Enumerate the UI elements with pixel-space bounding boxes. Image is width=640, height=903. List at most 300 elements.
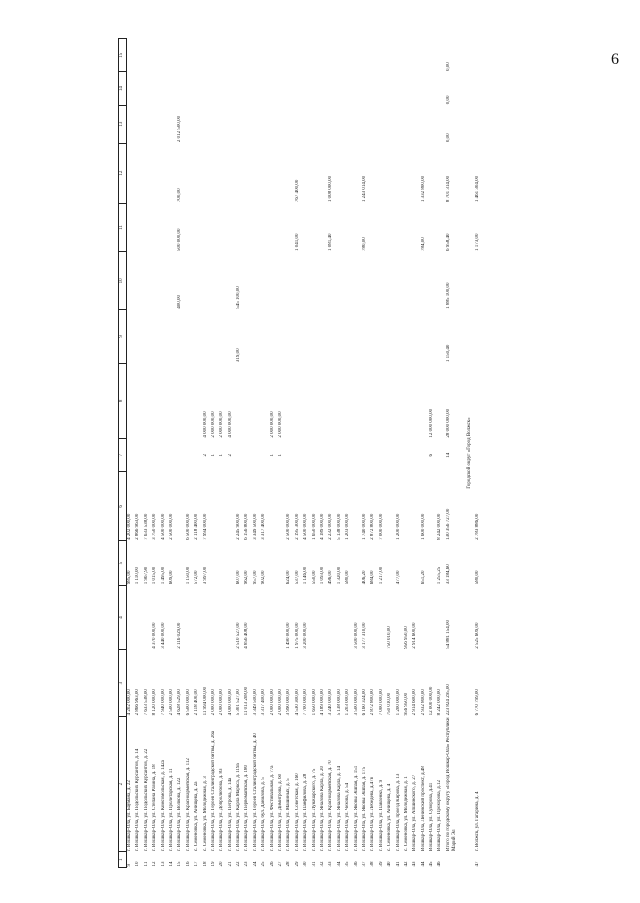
cell-col-2: г. Йошкар-Ола, ул. Красноармейская, д. 112: [185, 758, 191, 851]
cell-col-11: [379, 203, 387, 252]
cell-col-4: [219, 585, 227, 649]
cell-col-13: [186, 105, 194, 143]
cell-col-15: 0,00: [445, 62, 451, 71]
cell-col-1: 37: [361, 861, 367, 867]
cell-col-3: 2 932 800,00: [420, 689, 426, 716]
cell-col-14: [303, 72, 311, 105]
cell-col-9: [161, 310, 169, 363]
cell-col-4: 2 914 600,00: [412, 622, 418, 649]
cell-col-5: 496,00: [328, 570, 334, 585]
cell-col-10: [161, 252, 169, 310]
cell-col-9: [261, 310, 269, 363]
cell-col-10: [244, 252, 252, 310]
cell-col-6: 4 189 000,00: [319, 513, 325, 540]
cell-col-4: [328, 585, 336, 649]
cell-col-4: [203, 585, 211, 649]
cell-col-3: 4 628 529,00: [177, 689, 183, 716]
cell-col-9: [387, 310, 395, 363]
cell-col-11: [169, 203, 177, 252]
cell-col-9: [177, 310, 185, 363]
cell-col-6: 7 000 000,00: [378, 513, 384, 540]
cell-col-15: [303, 39, 311, 72]
cell-col-7: [286, 439, 294, 472]
cell-col-9: [312, 310, 320, 363]
cell-col-4: [345, 585, 353, 649]
cell-col-11: [135, 203, 143, 252]
cell-col-12: [236, 143, 244, 203]
cell-col-3: 2 866 963,00: [135, 689, 141, 716]
table-row: [161, 39, 169, 868]
table-row: [404, 39, 412, 868]
cell-col-4: [253, 585, 261, 649]
cell-col-8: [144, 363, 152, 439]
cell-col-6: 2 500 000,00: [168, 513, 174, 540]
cell-col-7: [186, 439, 194, 472]
cell-col-5: 902,00: [261, 570, 267, 585]
table-row: [194, 39, 202, 868]
cell-col-5: 1 110,00: [135, 566, 141, 585]
cell-col-14: [396, 72, 404, 105]
cell-col-4: 4 370 000,00: [152, 622, 158, 649]
cell-col-8: [194, 363, 202, 439]
cell-col-1: 33: [328, 861, 334, 867]
cell-col-1: 34: [336, 861, 342, 867]
cell-col-11: [337, 203, 345, 252]
cell-col-15: [236, 39, 244, 72]
cell-col-5: [228, 541, 236, 585]
cell-col-15: [370, 39, 378, 72]
cell-col-13: [127, 105, 136, 143]
cell-col-2: г. Йошкар-Ola, ул. Яковы Эшпая, д. 175: [361, 766, 367, 851]
cell-col-13: [303, 105, 311, 143]
cell-col-1: 9: [127, 864, 132, 867]
table-row: [270, 39, 278, 868]
cell-col-15: [152, 39, 160, 72]
cell-col-10: [152, 252, 160, 310]
cell-col-7: [370, 439, 378, 472]
cell-col-9: [362, 310, 370, 363]
cell-col-7: [312, 439, 320, 472]
table-body: [127, 39, 484, 868]
cell-col-13: [295, 105, 303, 143]
cell-col-12: [228, 143, 236, 203]
cell-col-10: [475, 252, 483, 310]
cell-col-11: [261, 203, 269, 252]
cell-col-6: [211, 472, 219, 541]
cell-col-12: [303, 143, 311, 203]
cell-col-13: [278, 105, 286, 143]
table-row: [169, 39, 177, 868]
cell-col-7: [328, 439, 336, 472]
cell-col-8: [328, 363, 336, 439]
cell-col-5: 985,00: [127, 570, 132, 585]
cell-col-2: г. Йошкар-Ола, ул. Фестивальная, д. 77а: [269, 765, 275, 851]
cell-col-5: 406,20: [361, 570, 367, 585]
cell-col-3: 4 000 000,00: [227, 689, 233, 716]
table-row: [295, 39, 303, 868]
cell-col-15: [203, 39, 211, 72]
cell-col-4: [379, 585, 387, 649]
cell-col-7: [387, 439, 395, 472]
cell-col-3: 6 160 324,00: [361, 689, 367, 716]
cell-col-1: 17: [194, 861, 200, 867]
cell-col-6: 7 994 000,00: [202, 513, 208, 540]
cell-col-2: г. Волжск, ул. Гагарина, д. 4: [474, 791, 480, 851]
table-row: [286, 39, 294, 868]
cell-col-7: [345, 439, 353, 472]
cell-col-10: [211, 252, 219, 310]
cell-col-11: [236, 203, 244, 252]
table-row: [152, 39, 160, 868]
cell-col-15: [228, 39, 236, 72]
cell-col-12: 8 701 314,00: [445, 175, 451, 203]
cell-col-15: [328, 39, 336, 72]
cell-col-7: [362, 439, 370, 472]
rotated-table-container: [118, 28, 638, 868]
cell-col-1: 39: [378, 861, 384, 867]
cell-col-3: 11 013 208,00: [244, 686, 250, 716]
cell-col-15: [362, 39, 370, 72]
cell-col-9: [421, 310, 429, 363]
cell-col-1: 18: [202, 861, 208, 867]
cell-col-12: [278, 143, 286, 203]
section-row: [466, 39, 474, 868]
cell-col-4: 2 510 527,00: [236, 622, 242, 649]
cell-col-5: 624,00: [286, 570, 292, 585]
cell-col-2: г. Йошкар-Ола, ул. Героев Сталинградской битвы, д. 40: [252, 733, 258, 851]
cell-col-11: [211, 203, 219, 252]
column-number-4: 4: [119, 585, 127, 649]
cell-col-4: 54 881 154,00: [445, 619, 451, 649]
cell-col-8: [177, 363, 185, 439]
spacer-row: [458, 39, 466, 868]
cell-col-7: 6: [429, 454, 435, 457]
cell-col-6: 2 118 400,00: [194, 513, 200, 540]
table-row: [236, 39, 244, 868]
cell-col-13: [412, 105, 420, 143]
cell-col-1: 22: [236, 861, 242, 867]
cell-col-11: [429, 203, 437, 252]
cell-col-11: [203, 203, 211, 252]
cell-col-3: 6 500 000,00: [185, 689, 191, 716]
cell-col-11: [437, 203, 445, 252]
cell-col-9: [203, 310, 211, 363]
cell-col-6: 6 156 800,00: [244, 513, 250, 540]
cell-col-12: 767 400,00: [294, 179, 300, 203]
cell-col-1: 16: [185, 861, 191, 867]
cell-col-12: [286, 143, 294, 203]
cell-col-12: 1 008 000,00: [328, 175, 334, 203]
cell-col-3: 7 940 000,00: [160, 689, 166, 716]
cell-col-8: [320, 363, 328, 439]
cell-col-2: г. Йошкар-Ола, ул. Советская, д. 160: [294, 773, 300, 851]
register-table: [118, 38, 483, 868]
cell-col-5: 477,00: [395, 570, 401, 585]
cell-col-12: [161, 143, 169, 203]
cell-col-14: [312, 72, 320, 105]
cell-col-11: 6 958,40: [445, 233, 451, 251]
cell-col-9: [270, 310, 278, 363]
cell-col-8: [135, 363, 143, 439]
cell-col-7: [152, 439, 160, 472]
cell-col-4: [370, 585, 378, 649]
cell-col-14: [429, 72, 437, 105]
cell-col-2: г. Йошкар-Ола, ул. Лебедева, д.47в: [370, 777, 376, 851]
cell-col-13: [253, 105, 261, 143]
cell-col-3: 2 000 000,00: [210, 689, 216, 716]
cell-col-14: [404, 72, 412, 105]
cell-col-14: [236, 72, 244, 105]
cell-col-3: 3 500 000,00: [353, 689, 359, 716]
cell-col-2: Йошкар-Ола, ул. Апшинского, д. 27: [412, 774, 418, 851]
table-row: [127, 39, 136, 868]
cell-col-14: [286, 72, 294, 105]
cell-col-9: [475, 310, 483, 363]
cell-col-15: [253, 39, 261, 72]
cell-col-5: 1 150,00: [185, 566, 191, 585]
cell-col-4: [278, 585, 286, 649]
cell-col-13: [228, 105, 236, 143]
cell-col-2: с. Семеновка, ул. Анищева, д. 4: [387, 783, 393, 851]
cell-col-14: [211, 72, 219, 105]
cell-col-15: [270, 39, 278, 72]
cell-col-10: [278, 252, 286, 310]
cell-col-7: [169, 439, 177, 472]
cell-col-5: [177, 541, 185, 585]
cell-col-4: [169, 585, 177, 649]
cell-col-8: [345, 363, 353, 439]
cell-col-10: 545 100,00: [236, 286, 242, 309]
cell-col-3: 2 000 000,00: [278, 689, 284, 716]
cell-col-11: [270, 203, 278, 252]
cell-col-6: [177, 472, 185, 541]
table-row: [261, 39, 269, 868]
cell-col-14: [135, 72, 143, 105]
cell-col-4: 1 490 000,00: [286, 622, 292, 649]
cell-col-9: [244, 310, 252, 363]
cell-col-12: [404, 143, 412, 203]
cell-col-13: [286, 105, 294, 143]
cell-col-9: [219, 310, 227, 363]
cell-col-1: 21: [227, 861, 233, 867]
cell-col-9: [144, 310, 152, 363]
cell-col-8: [244, 363, 252, 439]
cell-col-9: [152, 310, 160, 363]
cell-col-1: 19: [210, 861, 216, 867]
cell-col-14: [244, 72, 252, 105]
cell-col-2: г. Йошкар-Ола, ул. Красноармейская, д. 70: [328, 760, 334, 851]
cell-col-3: 7 700 000,00: [303, 689, 309, 716]
cell-col-5: 684,00: [370, 570, 376, 585]
cell-col-13: [219, 105, 227, 143]
cell-col-13: [152, 105, 160, 143]
cell-col-10: [370, 252, 378, 310]
cell-col-10: 400,00: [177, 294, 183, 309]
cell-col-6: 2 245 900,00: [236, 513, 242, 540]
cell-col-10: [362, 252, 370, 310]
cell-col-9: [186, 310, 194, 363]
table-row: [354, 39, 362, 868]
cell-col-11: 1 041,00: [294, 233, 300, 251]
cell-col-13: [169, 105, 177, 143]
table-row: [228, 39, 236, 868]
cell-col-15: [144, 39, 152, 72]
column-number-header: [119, 39, 127, 868]
column-number-6: 6: [119, 472, 127, 541]
total-row: [446, 39, 458, 868]
cell-col-1: 45: [429, 861, 435, 867]
cell-col-4: [421, 585, 429, 649]
cell-col-6: [429, 472, 437, 541]
cell-col-12: [203, 143, 211, 203]
cell-col-12: [270, 143, 278, 203]
cell-col-10: [203, 252, 211, 310]
cell-col-7: [379, 439, 387, 472]
cell-col-5: [211, 541, 219, 585]
cell-col-7: [161, 439, 169, 472]
cell-col-7: [303, 439, 311, 472]
cell-col-13: [161, 105, 169, 143]
cell-col-10: [253, 252, 261, 310]
cell-col-8: [152, 363, 160, 439]
cell-col-6: 2 783 886,00: [474, 513, 480, 540]
cell-col-3: 6 770 799,00: [474, 689, 480, 716]
cell-col-10: [320, 252, 328, 310]
cell-col-12: [370, 143, 378, 203]
cell-col-3: 4 202 000,00: [127, 689, 132, 716]
cell-col-11: [354, 203, 362, 252]
cell-col-1: 11: [143, 861, 149, 867]
cell-col-6: 1 650 000,00: [311, 513, 317, 540]
cell-col-11: [144, 203, 152, 252]
cell-col-2: г. Йошкар-Ола, ул. Панфилова, д. 28: [303, 773, 309, 851]
cell-col-5: 580,00: [474, 570, 480, 585]
cell-col-15: [244, 39, 252, 72]
cell-col-1: 29: [294, 861, 300, 867]
cell-col-2: Йошкар-Ола, Ленинский проспект, д.48: [420, 766, 426, 851]
cell-col-13: [404, 105, 412, 143]
table-row: [328, 39, 336, 868]
cell-col-1: 15: [177, 861, 183, 867]
cell-col-11: 780,00: [361, 237, 367, 251]
cell-col-5: [278, 541, 286, 585]
cell-col-14: [320, 72, 328, 105]
cell-col-2: г. Йошкар-Ола, ул. Подольских Курсантов, д. 22: [143, 748, 149, 851]
cell-col-2: г. Йошкар-Ола, ул. Комсомольская, д. 142а: [160, 760, 166, 851]
cell-col-8: 2 000 000,00: [278, 411, 284, 438]
table-row: [177, 39, 185, 868]
cell-col-5: [387, 541, 395, 585]
cell-col-9: [370, 310, 378, 363]
cell-col-13: [211, 105, 219, 143]
cell-col-11: [161, 203, 169, 252]
cell-col-13: [337, 105, 345, 143]
column-number-1: 1: [119, 852, 127, 868]
cell-col-7: [135, 439, 143, 472]
cell-col-4: 4 856 408,00: [244, 622, 250, 649]
cell-col-4: [135, 585, 143, 649]
cell-col-13: [135, 105, 143, 143]
cell-col-4: 956 950,00: [403, 626, 409, 649]
cell-col-15: [219, 39, 227, 72]
cell-col-1: 44: [420, 861, 426, 867]
cell-col-3: 956 950,00: [403, 692, 409, 716]
cell-col-12: [144, 143, 152, 203]
cell-col-1: 23: [244, 861, 250, 867]
cell-col-14: [270, 72, 278, 105]
cell-col-13: [312, 105, 320, 143]
cell-col-9: [253, 310, 261, 363]
cell-col-5: 572,00: [194, 570, 200, 585]
cell-col-10: [412, 252, 420, 310]
cell-col-8: [412, 363, 420, 439]
cell-col-7: 1: [278, 454, 284, 457]
cell-col-13: [270, 105, 278, 143]
cell-col-6: 1 200 000,00: [395, 513, 401, 540]
cell-col-7: [194, 439, 202, 472]
cell-col-10: [228, 252, 236, 310]
cell-col-13: [362, 105, 370, 143]
cell-col-8: 4 000 000,00: [202, 411, 208, 438]
cell-col-4: [194, 585, 202, 649]
cell-col-3: 750 010,00: [387, 692, 393, 716]
cell-col-10: [286, 252, 294, 310]
cell-col-14: [144, 72, 152, 105]
column-number-5: 5: [119, 541, 127, 585]
cell-col-1: 28: [286, 861, 292, 867]
cell-col-12: [194, 143, 202, 203]
cell-col-14: 0,00: [445, 95, 451, 105]
cell-col-11: [370, 203, 378, 252]
cell-col-3: 8 120 000,00: [152, 689, 158, 716]
cell-col-11: [194, 203, 202, 252]
table-row: [135, 39, 143, 868]
cell-col-15: [437, 39, 445, 72]
cell-col-11: [345, 203, 353, 252]
cell-col-15: [404, 39, 412, 72]
column-number-7: 7: [119, 439, 127, 472]
cell-col-6: 3 349 500,00: [252, 513, 258, 540]
cell-col-1: 10: [135, 861, 141, 867]
cell-col-14: [337, 72, 345, 105]
cell-col-12: 1 461 304,00: [474, 175, 480, 203]
cell-col-9: [295, 310, 303, 363]
cell-col-6: 7 633 538,00: [143, 513, 149, 540]
cell-col-12: [354, 143, 362, 203]
cell-col-12: [244, 143, 252, 203]
cell-col-2: Йошкар-Ола, ул. Суворова, д.41: [429, 782, 435, 851]
cell-col-5: 651,20: [420, 570, 426, 585]
table-row: [379, 39, 387, 868]
cell-col-5: [354, 541, 362, 585]
cell-col-3: 3 349 500,00: [252, 689, 258, 716]
table-row: [211, 39, 219, 868]
cell-col-10: [219, 252, 227, 310]
cell-col-1: 38: [370, 861, 376, 867]
table-row: [219, 39, 227, 868]
cell-col-9: [320, 310, 328, 363]
cell-col-8: [261, 363, 269, 439]
cell-col-11: [412, 203, 420, 252]
cell-col-5: 1 495,00: [160, 566, 166, 585]
cell-col-8: [404, 363, 412, 439]
table-row: [312, 39, 320, 868]
cell-col-1: 32: [319, 861, 325, 867]
cell-col-4: 2 525 609,00: [474, 622, 480, 649]
cell-col-10: 1 885 100,00: [445, 282, 451, 309]
cell-col-6: 2 195 300,00: [294, 513, 300, 540]
cell-col-7: [412, 439, 420, 472]
